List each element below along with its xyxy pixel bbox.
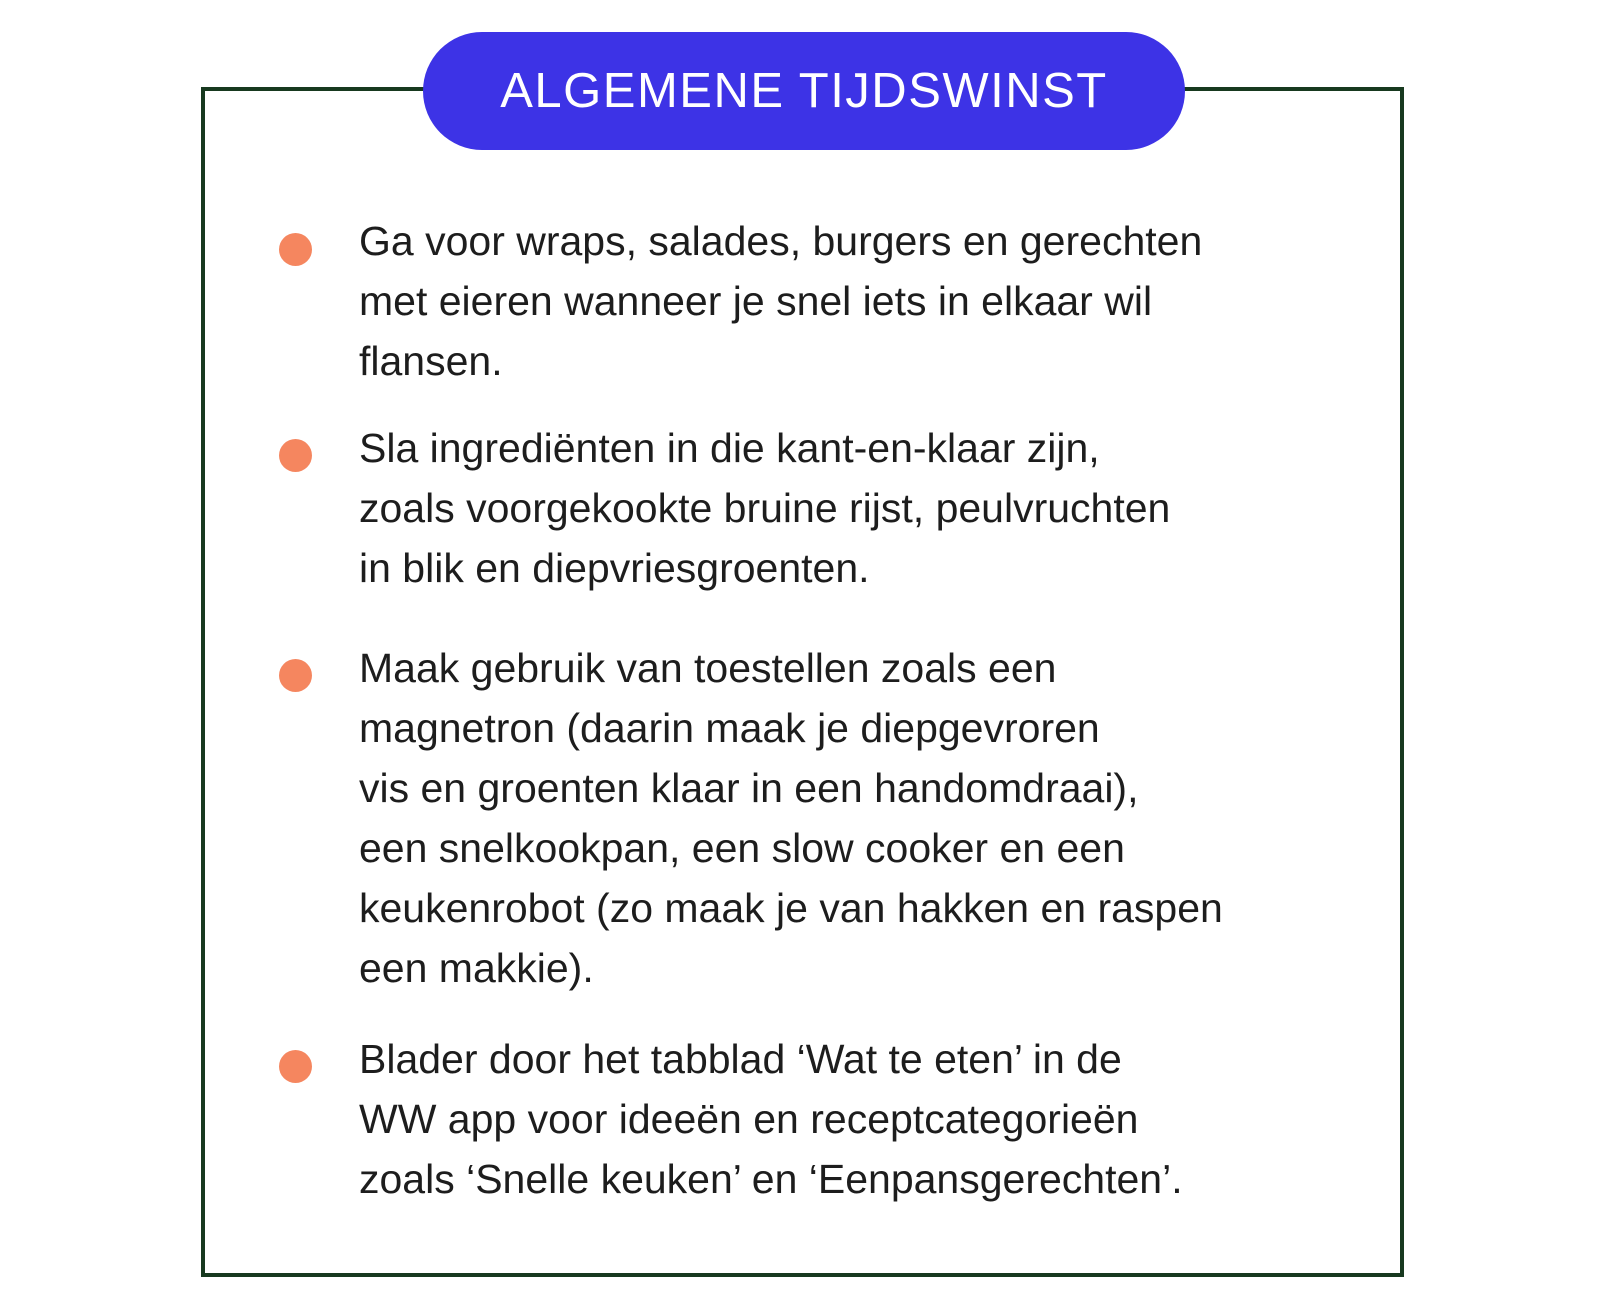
list-item-line: zoals ‘Snelle keuken’ en ‘Eenpansgerechten’. [359,1156,1183,1202]
bullet-dot-icon [279,659,312,692]
bullet-dot-icon [279,439,312,472]
list-item-line: WW app voor ideeën en receptcategorieën [359,1096,1139,1142]
bullet-dot-icon [279,1050,312,1083]
list-item [359,211,1359,391]
list-item [359,1029,1359,1209]
list-item-line: Maak gebruik van toestellen zoals een [359,645,1057,691]
list-item-line: een snelkookpan, een slow cooker en een [359,825,1125,871]
title-badge [423,32,1185,150]
list-item-line: flansen. [359,338,503,384]
list-item-line: zoals voorgekookte bruine rijst, peulvruchten [359,485,1171,531]
list-item-line: keukenrobot (zo maak je van hakken en raspen [359,885,1223,931]
list-item-line: Blader door het tabblad ‘Wat te eten’ in de [359,1036,1122,1082]
title-text: ALGEMENE TIJDSWINST [500,64,1108,118]
list-item [359,418,1359,598]
list-item-line: vis en groenten klaar in een handomdraai), [359,765,1139,811]
bullet-dot-icon [279,233,312,266]
list-item-line: Sla ingrediënten in die kant-en-klaar zijn, [359,425,1100,471]
list-item-line: in blik en diepvriesgroenten. [359,545,870,591]
list-item-line: met eieren wanneer je snel iets in elkaar wil [359,278,1153,324]
list-item-line: magnetron (daarin maak je diepgevroren [359,705,1100,751]
list-item-line: een makkie). [359,945,594,991]
list-item [359,638,1359,998]
list-item-line: Ga voor wraps, salades, burgers en gerechten [359,218,1203,264]
